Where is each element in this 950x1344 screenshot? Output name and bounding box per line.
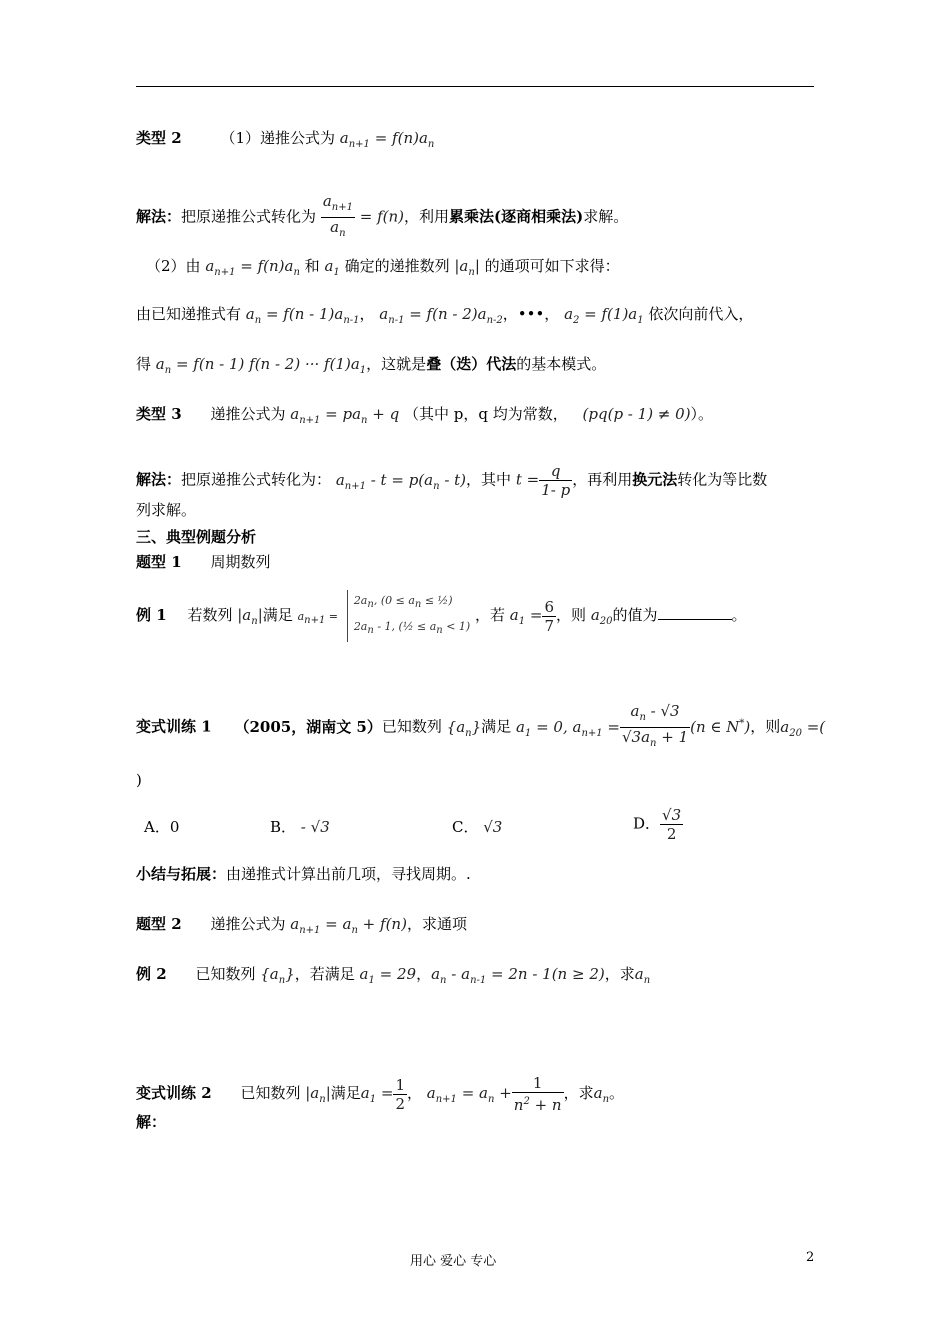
label: 小结与拓展： [136,865,227,883]
text: 转化为等比数 [677,470,768,489]
practice2: 变式训练 2 已知数列 $|a_n|$满足$a_1$ = $\frac{1}{2}$ ， $a_{n+1} = a_n$ + $\frac{1}{n^2 + n}$ ，求$a_n$。 [136,1074,625,1114]
text: A．0 [144,818,180,836]
text: ）。 [690,405,714,423]
text: ，其中 [466,470,512,489]
option-d[interactable]: D． $\frac{√3}{2}$ [633,806,682,843]
type3-heading: 类型 3 递推公式为 $a_{n+1} = pa_n + q$ （其中 p，q 均为常数， (pq(p - 1) ≠ 0)）。 [136,405,714,426]
derivation-line: 由已知递推式有 $a_n = f(n - 1)a_{n-1}$， $a_{n-1} = f(n - 2)a_{n-2}$，•••， $a_2 = f(1)a_1$ 依次向前代入， [136,305,754,326]
fraction: $\frac{a_{n+1}}{a_n}$ [322,192,353,239]
practice1: 变式训练 1 （2005，湖南文 5）已知数列 $\{a_n\}$满足 $a_1 = 0$, $a_{n+1}$ = $\frac{a_n - √3}{√3a_n + 1}$ (n ∈ N*)，则$a_{20}$ =( [136,702,826,749]
text: 和 [304,257,320,275]
text: 周期数列 [210,553,271,571]
label: 解法： [136,207,182,226]
text: 依次向前代入， [648,305,754,323]
paren: ) [136,771,142,789]
text: 递推公式为 [210,405,286,423]
text: 满足 [481,717,512,736]
header-rule [136,86,814,87]
label: 题型 1 [136,553,182,571]
type-label: 类型 2 [136,129,182,147]
text: C． [452,818,479,836]
label: 变式训练 1 [136,717,212,736]
piecewise: $2a_n$, ($0 \le a_n$ ≤ ½) $2a_n - 1$, (½ ≤ $a_n < 1$) [347,590,470,642]
solution-label: 解： [136,1113,167,1131]
text: 得 [136,355,152,373]
continuation: 列求解。 [136,501,197,519]
text: 已知数列 [195,965,256,983]
text: 的基本模式。 [516,355,607,373]
source: （2005，湖南文 5） [234,717,382,736]
text: 。 [609,1084,625,1102]
sub2-line: （2）由 $a_{n+1} = f(n)a_n$ 和 $a_1$ 确定的递推数列 $|a_n|$ 的通项可如下求得： [146,257,620,278]
text: 的通项可如下求得： [484,257,620,275]
label: 变式训练 2 [136,1084,212,1102]
text: 满足 [262,606,293,625]
text: （其中 p，q 均为常数， [404,405,568,423]
text: ，求通项 [406,915,467,933]
summary [136,864,471,884]
option-b[interactable]: B． - √3 [270,818,330,836]
text: ，利用 [404,207,450,226]
text: B． [270,818,297,836]
footer-motto: 用心 爱心 专心 [410,1254,497,1269]
type2-heading [136,128,434,155]
formula: $a_{n+1} = f(n)a_n$ [339,129,435,150]
text: ，则 [556,606,587,625]
text: ，若 [475,606,506,625]
example2: 例 2 已知数列 $\{a_n\}$，若满足 $a_1 = 29$，$a_n - a_{n-1} = 2n - 1(n \ge 2)$，求$a_n$ [136,965,651,986]
text: ，则 [750,717,781,736]
bold: 累乘法(逐商相乘法) [449,207,584,226]
text: D． [633,814,661,833]
method-line: 解法：把原递推公式转化为 $\frac{a_{n+1}}{a_n}$ = f(n)，利用累乘法(逐商相乘法)求解。 [136,192,628,243]
text: ，若满足 [294,965,355,983]
label: 题型 2 [136,915,182,933]
label: 例 1 [136,606,167,625]
text: 把原递推公式转化为： [181,470,332,489]
answer-blank[interactable] [658,605,732,620]
bold: 叠（迭）代法 [426,355,517,373]
topic2-heading: 题型 2 递推公式为 $a_{n+1} = a_n + f(n)$，求通项 [136,915,467,936]
option-a[interactable] [144,816,179,837]
page-number: 2 [806,1250,815,1265]
text: 。 [731,606,747,625]
text: （2）由 [146,257,201,275]
label: 例 2 [136,965,167,983]
text: ，再利用 [572,470,633,489]
text: 确定的递推数列 [344,257,450,275]
method3-line: 解法：把原递推公式转化为： $a_{n+1} - t = p(a_n - t)$，其中 t = $\frac{q}{1- p}$ ，再利用换元法转化为等比数 [136,462,768,499]
topic1-heading [136,552,270,572]
text: 若数列 [187,606,233,625]
option-c[interactable]: C． √3 [452,818,503,836]
text: 由已知递推式有 [136,305,242,323]
text: 已知数列 [381,717,442,736]
text: 由递推式计算出前几项，寻找周期。. [226,865,471,883]
text: ，这就是 [366,355,427,373]
text: ，求 [563,1084,594,1102]
text: 求解。 [583,207,629,226]
result-line: 得 $a_n = f(n - 1)$ f(n - 2) ··· $f(1)a_1$，这就是叠（迭）代法的基本模式。 [136,355,607,376]
bold: 换元法 [632,470,678,489]
text: 已知数列 [240,1084,301,1102]
text: 把原递推公式转化为 [181,207,317,226]
section-title: 三、典型例题分析 [136,528,257,546]
text: 的值为 [612,606,658,625]
label: 解法： [136,470,182,489]
text: 满足 [330,1084,361,1102]
text: （1）递推公式为 [220,129,335,147]
text: 递推公式为 [210,915,286,933]
example1: 例 1 若数列 $|a_n|$满足 $a_{n+1} = 2a_n$, ($0 \le a_n$ ≤ ½) $2a_n - 1$, (½ ≤ $a_n < 1$) ，若 $a_1$ = $\frac{6}{7}$ ，则 $a_{20}$的值为 。 [136,590,747,642]
text: ，求 [604,965,635,983]
label: 类型 3 [136,405,182,423]
